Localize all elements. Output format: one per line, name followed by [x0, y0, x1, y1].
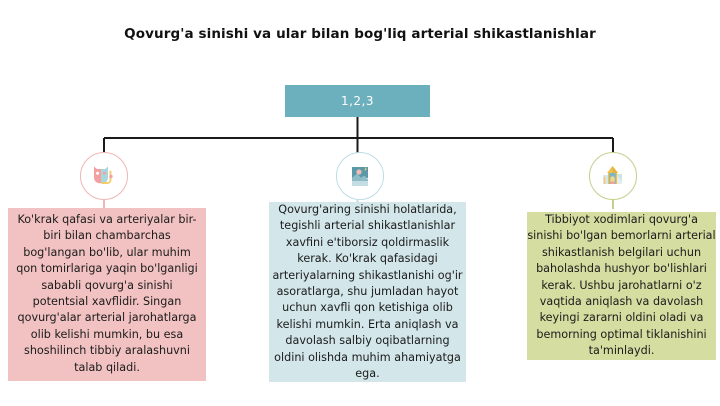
branch-icon-badge-0[interactable]: [80, 152, 128, 200]
cat-mask-icon: [89, 161, 119, 191]
branch-icon-badge-1[interactable]: [336, 152, 384, 200]
page-title: Qovurg'a sinishi va ular bilan bog'liq arterial shikastlanishlar: [124, 26, 596, 42]
root-node[interactable]: [285, 85, 430, 117]
id-card-icon: [346, 162, 374, 190]
playground-building-icon: [598, 161, 628, 191]
branch-icon-badge-2[interactable]: [589, 152, 637, 200]
branch-text-0: Ko'krak qafasi va arteriyalar bir-biri bilan chambarchas bog'langan bo'lib, ular muhim qon tomirlariga yaqin bo'lganligi sababli qovurg'a sinishi potentsial xavflidir. Singan qovurg'alar arterial jarohatlarga olib kelishi mumkin, bu esa shoshilinch tibbiy aralashuvni talab qiladi.: [8, 208, 206, 381]
branch-text-2: Tibbiyot xodimlari qovurg'a sinishi bo'lgan bemorlarni arterial shikastlanish belgilari uchun baholashda hushyor bo'lishlari kerak. Ushbu jarohatlarni o'z vaqtida aniqlash va davolash keyingi zararni oldini oladi va bemorning optimal tiklanishini ta'minlaydi.: [523, 208, 720, 360]
branch-text-1: Qovurg'aring sinishi holatlarida, tegishli arterial shikastlanishlar xavfini e'tiborsiz qoldirmaslik kerak. Ko'krak qafasidagi arteriyalarning shikastlanishi og'ir asoratlarga, shu jumladan hayot uchun xavfli qon ketishiga olib kelishi mumkin. Erta aniqlash va davolash salbiy oqibatlarning oldini olishda muhim ahamiyatga ega.: [265, 198, 470, 382]
root-node-label: 1,2,3: [340, 94, 375, 108]
